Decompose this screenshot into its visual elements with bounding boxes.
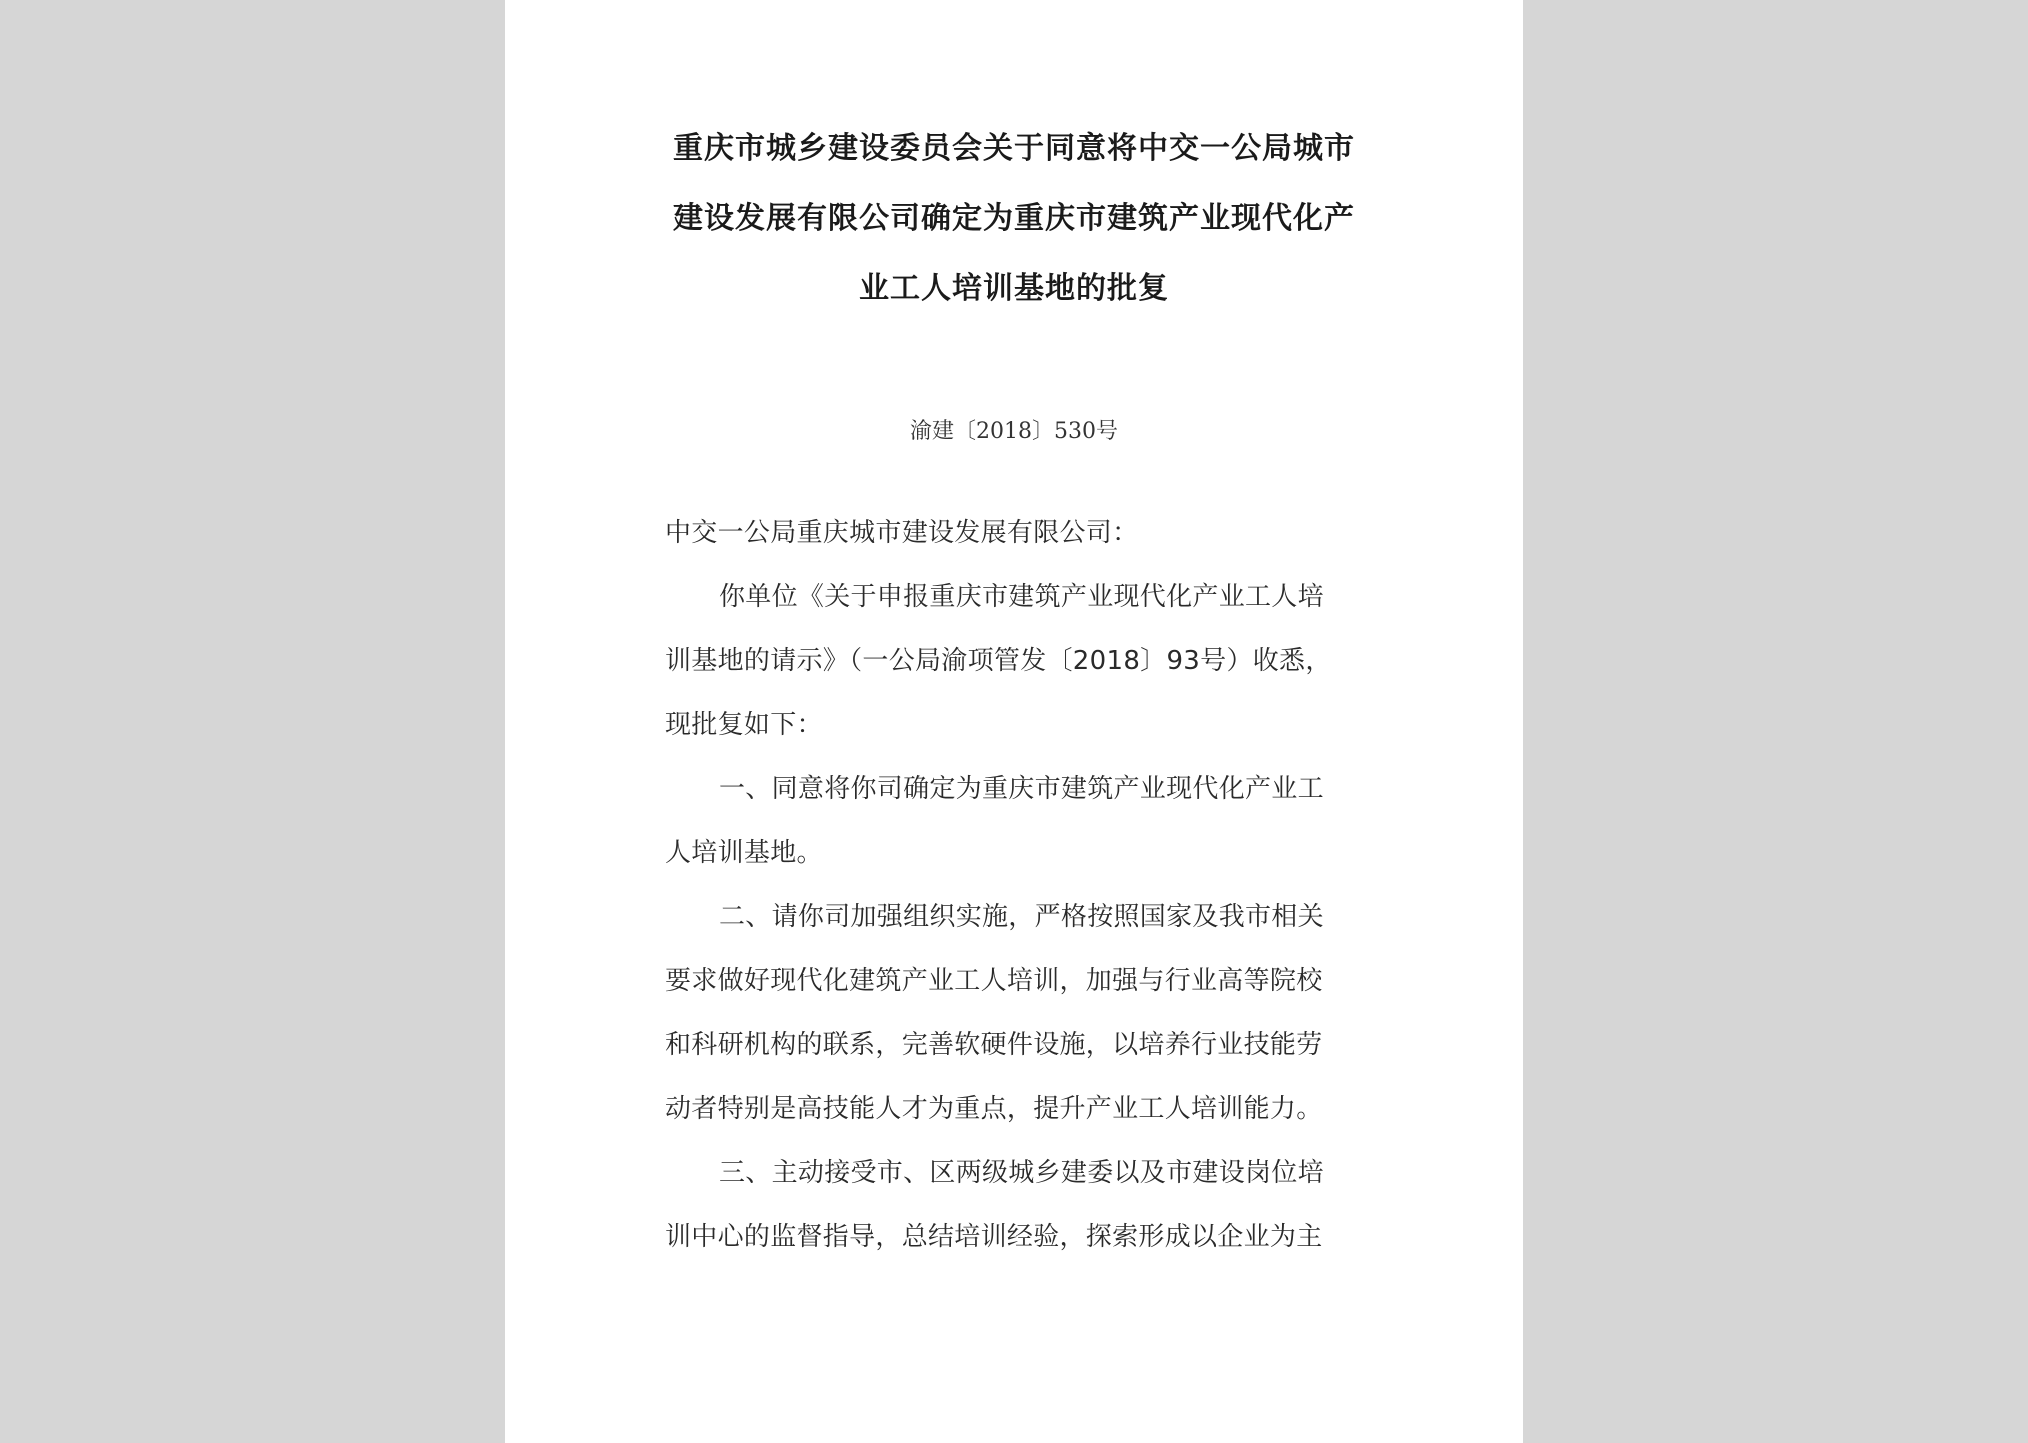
title-line-1: 重庆市城乡建设委员会关于同意将中交一公局城市 (673, 131, 1355, 166)
body-line: 你单位《关于申报重庆市建筑产业现代化产业工人培 (719, 582, 1324, 612)
addressee: 中交一公局重庆城市建设发展有限公司： (665, 518, 1139, 548)
body-line: 训中心的监督指导，总结培训经验，探索形成以企业为主 (665, 1222, 1323, 1252)
body-line: 二、请你司加强组织实施，严格按照国家及我市相关 (719, 902, 1324, 932)
document-number: 渝建〔2018〕530号 (910, 419, 1118, 444)
body-line: 三、主动接受市、区两级城乡建委以及市建设岗位培 (719, 1158, 1324, 1188)
body-line: 动者特别是高技能人才为重点，提升产业工人培训能力。 (665, 1094, 1323, 1124)
body-line: 现批复如下： (665, 710, 823, 740)
title-line-3: 业工人培训基地的批复 (859, 271, 1169, 306)
title-line-2: 建设发展有限公司确定为重庆市建筑产业现代化产 (673, 201, 1355, 236)
body-line: 和科研机构的联系，完善软硬件设施，以培养行业技能劳 (665, 1030, 1323, 1060)
body-line: 一、同意将你司确定为重庆市建筑产业现代化产业工 (719, 774, 1324, 804)
document-page (505, 0, 1523, 1443)
body-line: 训基地的请示》（一公局渝项管发〔2018〕93号）收悉， (665, 646, 1332, 676)
body-line: 要求做好现代化建筑产业工人培训，加强与行业高等院校 (665, 966, 1323, 996)
body-line: 人培训基地。 (665, 838, 823, 868)
